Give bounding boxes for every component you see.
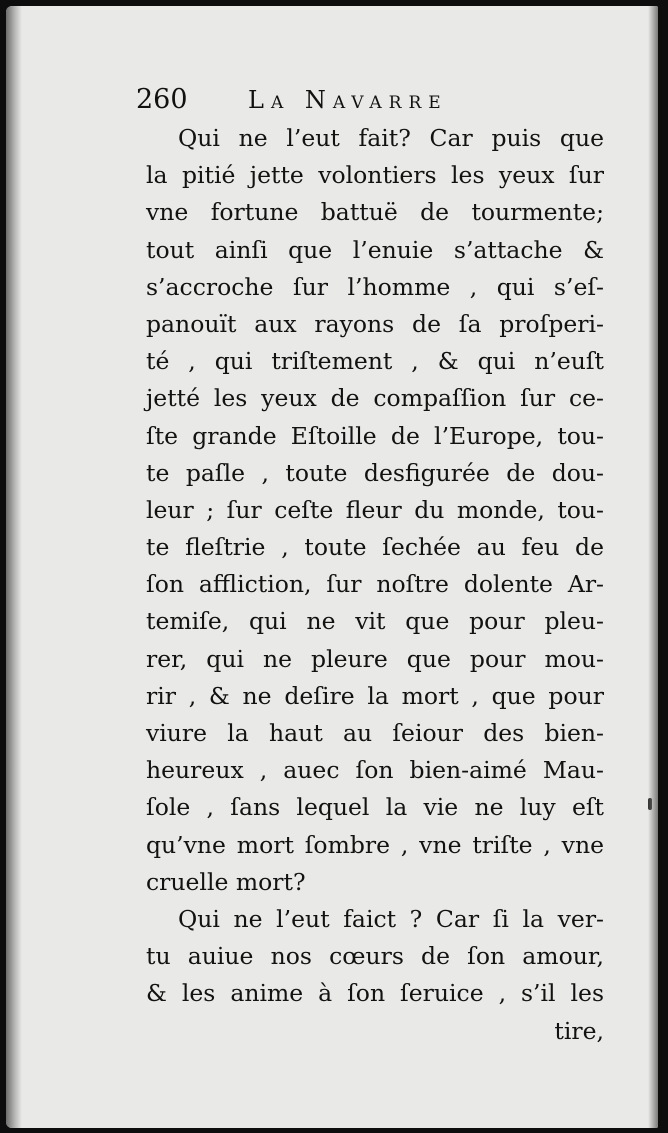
- text-line: te fleſtrie , toute ſechée au feu de: [146, 533, 604, 562]
- text-line: rer, qui ne pleure que pour mou-: [146, 644, 604, 673]
- text-line: tu auiue nos cœurs de ſon amour,: [146, 942, 604, 971]
- text-line: te paſle , toute desfigurée de dou-: [146, 458, 604, 487]
- text-line: vne fortune battuë de tourmente;: [146, 198, 604, 227]
- book-page: [6, 6, 658, 1128]
- text-line: ſole , ſans lequel la vie ne luy eſt: [146, 793, 604, 822]
- text-line: tout ainſi que l’enuie s’attache &: [146, 235, 604, 264]
- text-line: Qui ne l’eut faict ? Car ſi la ver-: [178, 904, 604, 933]
- catchword: tire,: [554, 1016, 604, 1045]
- text-line: temiſe, qui ne vit que pour pleu-: [146, 607, 604, 636]
- page-edge-mark: [648, 798, 652, 810]
- text-line: jetté les yeux de compaſſion ſur ce-: [146, 384, 604, 413]
- text-line: heureux , auec ſon bien-aimé Mau-: [146, 756, 604, 785]
- page-number: 260: [136, 84, 188, 115]
- text-line: s’accroche ſur l’homme , qui s’eſ-: [146, 272, 604, 301]
- text-line: qu’vne mort ſombre , vne triſte , vne: [146, 830, 604, 859]
- text-line: Qui ne l’eut fait? Car puis que: [178, 124, 604, 152]
- running-title: La Navarre: [248, 86, 448, 114]
- text-line: la pitié jette volontiers les yeux ſur: [146, 161, 604, 190]
- text-line: té , qui triſtement , & qui n’euſt: [146, 347, 604, 376]
- text-line: viure la haut au ſeiour des bien-: [146, 719, 604, 747]
- body-text: [146, 120, 604, 1050]
- text-line: panouït aux rayons de ſa proſperi-: [146, 309, 604, 338]
- text-line: cruelle mort?: [146, 867, 306, 896]
- text-line: rir , & ne deſire la mort , que pour: [146, 681, 604, 710]
- page-header: [136, 84, 516, 124]
- text-line: leur ; ſur ceſte fleur du monde, tou-: [146, 495, 604, 524]
- text-line: & les anime à ſon ſeruice , s’il les: [146, 979, 604, 1008]
- text-line: ſon affliction, ſur noſtre dolente Ar-: [146, 570, 604, 599]
- text-line: ſte grande Eſtoille de l’Europe, tou-: [146, 421, 604, 450]
